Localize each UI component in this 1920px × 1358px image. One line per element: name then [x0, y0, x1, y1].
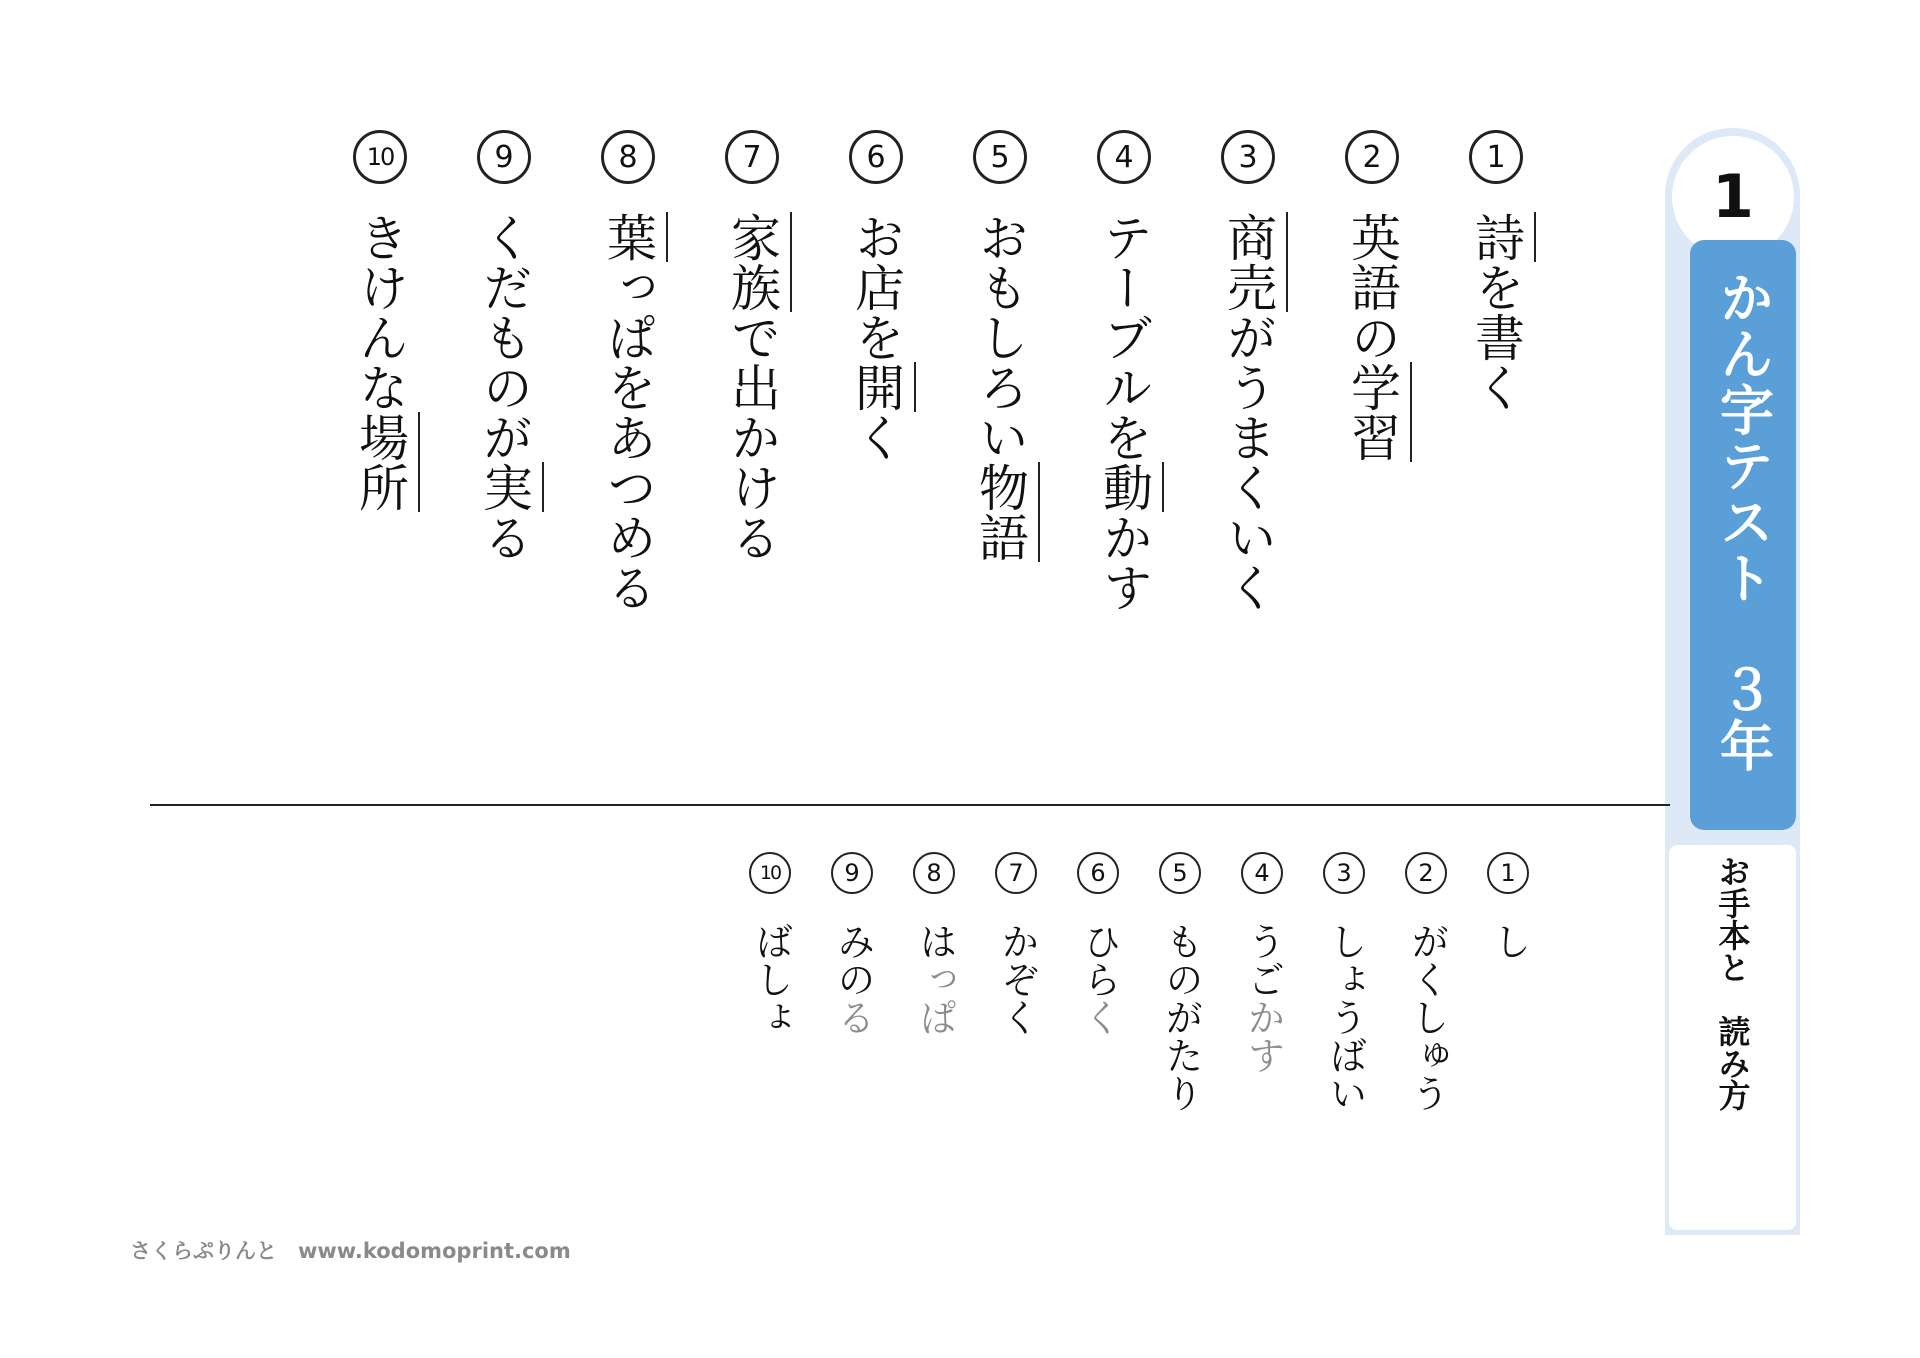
question-number: 5 — [973, 130, 1027, 184]
answer-reading — [996, 922, 1038, 1036]
question-text — [846, 212, 906, 462]
question-text-before: 英語の — [1343, 212, 1401, 362]
answer-okurigana: かす — [1241, 998, 1285, 1074]
answer-reading-text: ばしょ — [749, 922, 793, 1036]
answer-okurigana: る — [831, 998, 875, 1036]
question-text-after: かす — [1095, 512, 1153, 612]
question-kanji: 葉 — [599, 212, 657, 262]
question-number: 8 — [601, 130, 655, 184]
answer-reading — [1160, 922, 1202, 1112]
answer-reading — [1324, 922, 1366, 1112]
answer-number: 6 — [1077, 852, 1119, 894]
section-divider — [150, 804, 1670, 806]
question-text — [1218, 212, 1278, 612]
answer-number: 10 — [749, 852, 791, 894]
footer-credit: さくらぷりんと www.kodomoprint.com — [130, 1239, 571, 1263]
question-text-before: くだものが — [475, 212, 533, 462]
answer-reading — [1242, 922, 1284, 1074]
answer-number: 2 — [1405, 852, 1447, 894]
question-kanji: 物語 — [971, 462, 1029, 562]
question-kanji: 詩 — [1467, 212, 1525, 262]
answer-reading-text: うご — [1241, 922, 1285, 998]
question-text-before: おもしろい — [971, 212, 1029, 462]
answer-reading-text: みの — [831, 922, 875, 998]
question-text-after: がうまくいく — [1219, 312, 1277, 612]
question-text-before: お店を — [847, 212, 905, 362]
answer-reading-text: ひら — [1077, 922, 1121, 998]
question-text — [1342, 212, 1402, 462]
question-kanji: 開 — [847, 362, 905, 412]
question-number: 9 — [477, 130, 531, 184]
question-text-after: っぱをあつめる — [599, 262, 657, 612]
answer-reading — [1488, 922, 1530, 960]
question-text — [474, 212, 534, 562]
answer-number: 1 — [1487, 852, 1529, 894]
answer-reading-text: かぞく — [995, 922, 1039, 1036]
question-text — [970, 212, 1030, 562]
question-kanji: 学習 — [1343, 362, 1401, 462]
sheet-number: 1 — [1672, 136, 1794, 258]
question-kanji: 場所 — [351, 412, 409, 512]
answer-reading — [750, 922, 792, 1036]
sheet-title: かん字テスト ３年 — [1711, 270, 1775, 774]
question-kanji: 動 — [1095, 462, 1153, 512]
answer-number: 7 — [995, 852, 1037, 894]
answer-reading — [1406, 922, 1448, 1112]
answer-label-box — [1669, 845, 1796, 1230]
question-number: 1 — [1469, 130, 1523, 184]
answer-number: 3 — [1323, 852, 1365, 894]
answer-number: 8 — [913, 852, 955, 894]
title-box — [1690, 240, 1796, 830]
answer-reading — [914, 922, 956, 1036]
question-text — [350, 212, 410, 512]
answer-number: 5 — [1159, 852, 1201, 894]
question-number: 4 — [1097, 130, 1151, 184]
answer-reading-text: しょうばい — [1323, 922, 1367, 1112]
answer-label: お手本と 読み方 — [1713, 855, 1752, 1111]
question-text-after: を書く — [1467, 262, 1525, 412]
question-text-after: で出かける — [723, 312, 781, 562]
answer-okurigana: く — [1077, 998, 1121, 1036]
answer-reading-text: し — [1487, 922, 1531, 960]
answer-reading — [1078, 922, 1120, 1036]
question-number: 3 — [1221, 130, 1275, 184]
question-kanji: 商売 — [1219, 212, 1277, 312]
question-text-after: く — [847, 412, 905, 462]
question-text-before: テーブルを — [1095, 212, 1153, 462]
answer-reading — [832, 922, 874, 1036]
question-text — [598, 212, 658, 612]
question-text — [1094, 212, 1154, 612]
question-text-after: る — [475, 512, 533, 562]
answer-reading-text: ものがたり — [1159, 922, 1203, 1112]
question-kanji: 実 — [475, 462, 533, 512]
answer-reading-text: がくしゅう — [1405, 922, 1449, 1112]
answer-number: 9 — [831, 852, 873, 894]
answer-number: 4 — [1241, 852, 1283, 894]
question-number: 7 — [725, 130, 779, 184]
question-text — [1466, 212, 1526, 412]
question-text-before: きけんな — [351, 212, 409, 412]
question-number: 2 — [1345, 130, 1399, 184]
answer-okurigana: っぱ — [913, 960, 957, 1036]
question-number: 6 — [849, 130, 903, 184]
question-number: 10 — [353, 130, 407, 184]
answer-reading-text: は — [913, 922, 957, 960]
question-kanji: 家族 — [723, 212, 781, 312]
question-text — [722, 212, 782, 562]
